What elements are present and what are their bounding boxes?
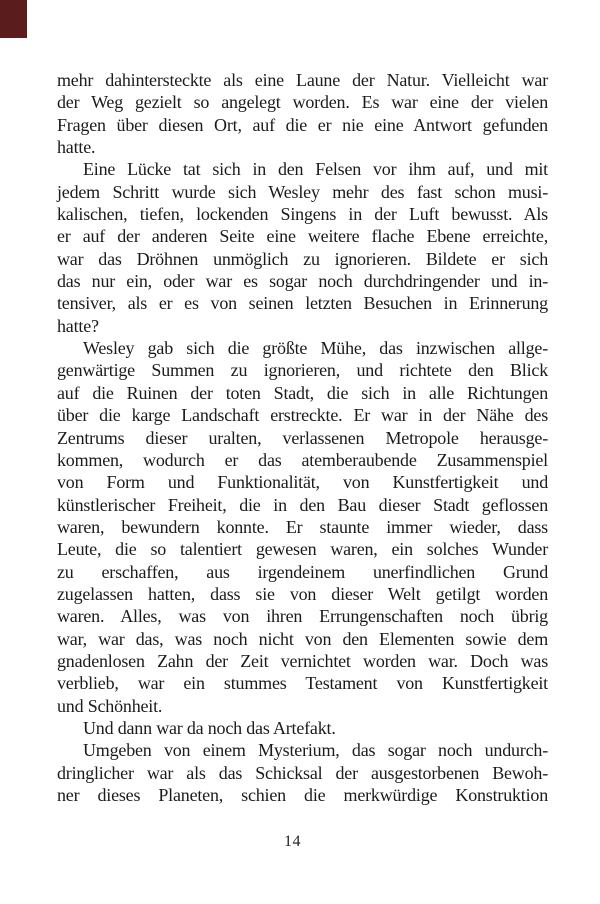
text-line: mehr dahintersteckte als eine Laune der Natur. Vielleicht war [57,70,548,90]
text-line: jedem Schritt wurde sich Wesley mehr des fast schon musi- [57,181,548,202]
text-line: war das Dröhnen unmöglich zu ignorieren. Bildete er sich [57,248,548,269]
text-line: ner dieses Planeten, schien die merkwürdige Konstruktion [57,785,548,805]
text-line: von Form und Funktionalität, von Kunstfertigkeit und [57,472,548,493]
text-block [57,69,548,806]
text-line: Eine Lücke tat sich in den Felsen vor ihm auf, und mit [83,159,548,180]
text-line: Zentrums dieser uralten, verlassenen Metropole herausge- [57,427,548,448]
text-line: genwärtige Summen zu ignorieren, und richtete den Blick [57,360,548,381]
page-number: 14 [284,833,301,850]
text-line: waren. Alles, was von ihren Errungenschaften noch übrig [57,606,548,627]
text-line: und Schönheit. [57,695,163,716]
text-line: kommen, wodurch er das atemberaubende Zusammenspiel [57,449,548,470]
text-line: tensiver, als er es von seinen letzten Besuchen in Erinnerung [57,293,548,314]
text-line: Leute, die so talentiert gewesen waren, ein solches Wunder [57,539,548,560]
text-line: dringlicher war als das Schicksal der ausgestorbenen Bewoh- [57,762,548,783]
text-line: Wesley gab sich die größte Mühe, das inzwischen allge- [83,338,548,359]
text-line: gnadenlosen Zahn der Zeit vernichtet worden war. Doch was [57,650,548,671]
text-line: war, war das, was noch nicht von den Elementen sowie dem [57,628,548,649]
text-line: er auf der anderen Seite eine weitere flache Ebene erreichte, [57,226,548,247]
text-line: hatte? [57,315,99,336]
text-line: Umgeben von einem Mysterium, das sogar noch undurch- [83,740,548,761]
text-line: das nur ein, oder war es sogar noch durchdringender und in- [57,271,548,292]
corner-marker [0,0,27,38]
text-line: verblieb, war ein stummes Testament von Kunstfertigkeit [57,673,548,694]
text-line: künstlerischer Freiheit, die in den Bau dieser Stadt geflossen [57,494,548,515]
text-line: zu erschaffen, aus irgendeinem unerfindlichen Grund [57,561,548,582]
text-line: kalischen, tiefen, lockenden Singens in der Luft bewusst. Als [57,204,548,225]
text-line: der Weg gezielt so angelegt worden. Es war eine der vielen [57,92,548,113]
text-line: über die karge Landschaft erstreckte. Er war in der Nähe des [57,405,548,426]
text-line: Fragen über diesen Ort, auf die er nie eine Antwort gefunden [57,114,548,135]
text-line: zugelassen hatten, dass sie von dieser Welt getilgt worden [57,583,548,604]
text-line: auf die Ruinen der toten Stadt, die sich in alle Richtungen [57,382,548,403]
text-line: hatte. [57,137,96,158]
text-line: Und dann war da noch das Artefakt. [83,717,336,738]
text-line: waren, bewundern konnte. Er staunte immer wieder, dass [57,516,548,537]
